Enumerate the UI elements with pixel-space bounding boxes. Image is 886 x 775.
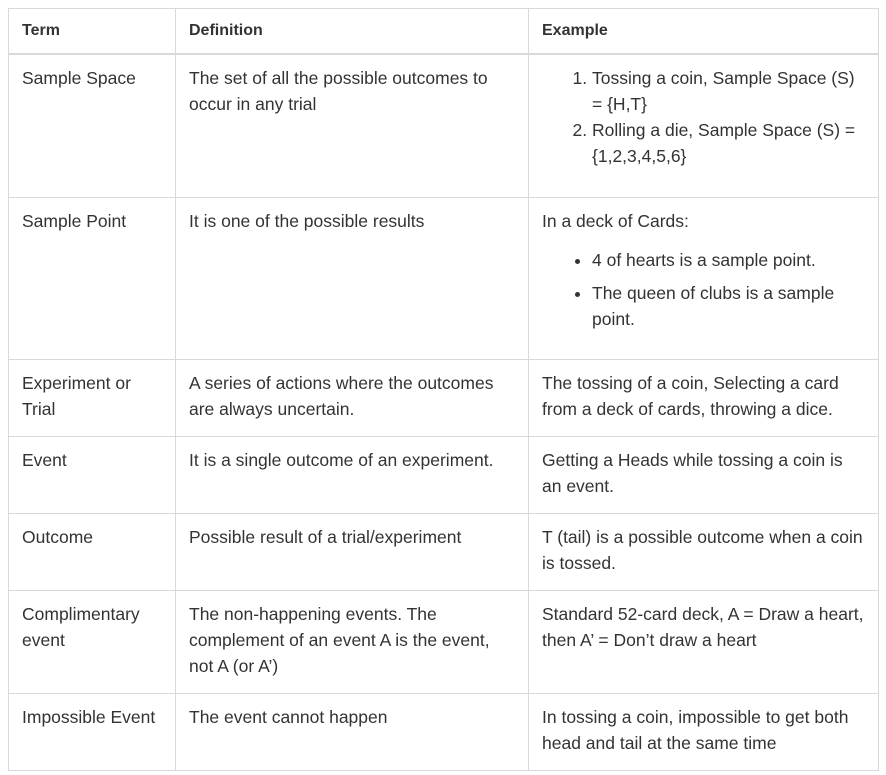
header-term: Term	[9, 9, 176, 55]
definition-cell: It is one of the possible results	[176, 198, 529, 360]
example-intro: In a deck of Cards:	[542, 211, 689, 231]
example-bullet-list	[542, 247, 866, 332]
table-row	[9, 694, 879, 771]
example-cell: Standard 52-card deck, A = Draw a heart, then A’ = Don’t draw a heart	[529, 591, 879, 694]
table-body	[9, 54, 879, 771]
definition-cell: The set of all the possible outcomes to occur in any trial	[176, 54, 529, 198]
term-cell: Event	[9, 437, 176, 514]
example-cell	[529, 54, 879, 198]
probability-terms-table	[8, 8, 879, 771]
table-header	[9, 9, 879, 55]
definition-cell: The event cannot happen	[176, 694, 529, 771]
definition-cell: Possible result of a trial/experiment	[176, 514, 529, 591]
term-cell: Sample Point	[9, 198, 176, 360]
table-row	[9, 437, 879, 514]
example-cell: The tossing of a coin, Selecting a card from a deck of cards, throwing a dice.	[529, 360, 879, 437]
header-example: Example	[529, 9, 879, 55]
table-row	[9, 514, 879, 591]
example-cell: Getting a Heads while tossing a coin is an event.	[529, 437, 879, 514]
list-item: • The queen of clubs is a sample point.	[592, 280, 866, 332]
example-cell: T (tail) is a possible outcome when a coin is tossed.	[529, 514, 879, 591]
table-row	[9, 198, 879, 360]
list-item: • 4 of hearts is a sample point.	[592, 247, 866, 273]
definition-cell: It is a single outcome of an experiment.	[176, 437, 529, 514]
example-cell	[529, 198, 879, 360]
table-row	[9, 591, 879, 694]
definition-cell: The non-happening events. The complement of an event A is the event, not A (or A’)	[176, 591, 529, 694]
example-numbered-list	[542, 65, 866, 169]
term-cell: Impossible Event	[9, 694, 176, 771]
definition-cell: A series of actions where the outcomes are always uncertain.	[176, 360, 529, 437]
header-definition: Definition	[176, 9, 529, 55]
list-item: 2. Rolling a die, Sample Space (S) = {1,2,3,4,5,6}	[592, 117, 866, 169]
example-cell: In tossing a coin, impossible to get both head and tail at the same time	[529, 694, 879, 771]
table-row	[9, 54, 879, 198]
term-cell: Experiment or Trial	[9, 360, 176, 437]
term-cell: Sample Space	[9, 54, 176, 198]
header-row	[9, 9, 879, 55]
probability-terms-table-container	[8, 8, 878, 771]
term-cell: Complimentary event	[9, 591, 176, 694]
table-row	[9, 360, 879, 437]
term-cell: Outcome	[9, 514, 176, 591]
list-item: 1. Tossing a coin, Sample Space (S) = {H,T}	[592, 65, 866, 117]
